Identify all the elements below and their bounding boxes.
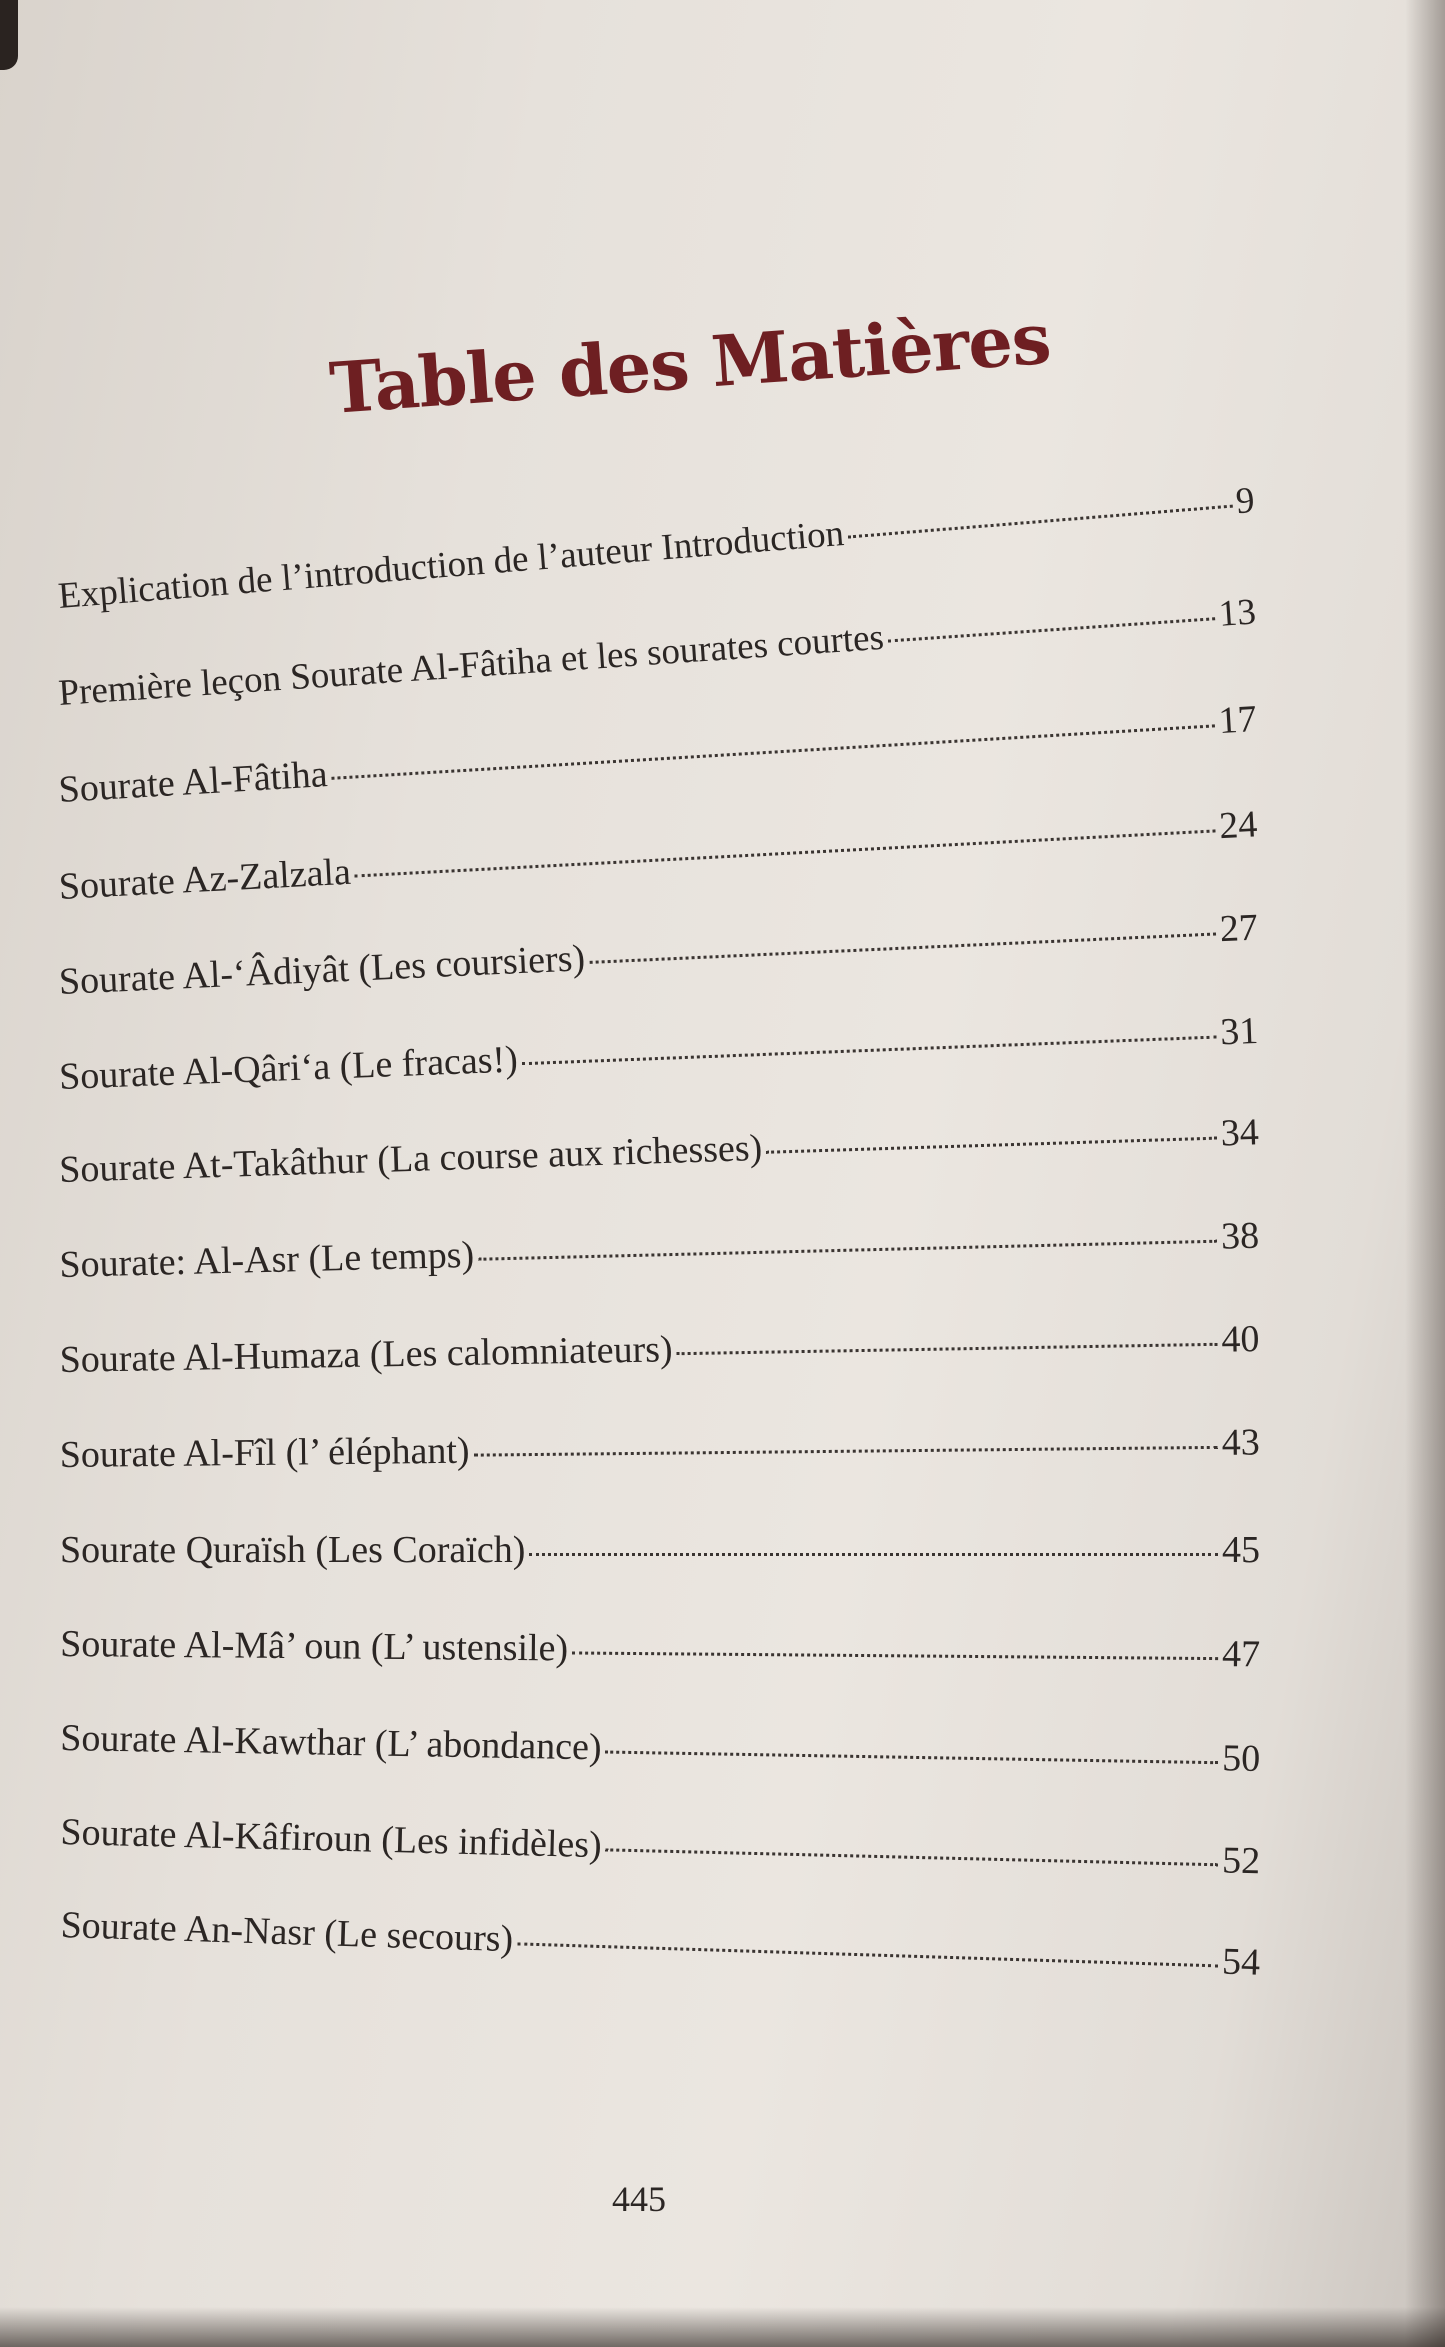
toc-entry-label: Sourate Al-Qâri‘a (Le fracas!) [58, 1038, 519, 1099]
dot-leader [848, 505, 1232, 539]
toc-entry-label: Sourate Quraïsh (Les Coraïch) [60, 1529, 526, 1571]
dot-leader [478, 1240, 1217, 1261]
toc-entry [59, 1317, 1260, 1382]
toc-entry [60, 1810, 1261, 1883]
toc-entry-page: 17 [1217, 697, 1258, 743]
toc-entry-page: 47 [1221, 1633, 1261, 1676]
dot-leader [766, 1137, 1217, 1154]
toc-entry-page: 34 [1220, 1111, 1260, 1155]
toc-entry-label: Sourate Al-Kâfiroun (Les infidèles) [60, 1811, 603, 1867]
toc-entry-label: Sourate An-Nasr (Le secours) [60, 1904, 514, 1961]
toc-entry [60, 1716, 1261, 1781]
toc-entry [57, 479, 1257, 618]
dot-leader [677, 1343, 1218, 1355]
toc-entry [59, 1110, 1260, 1192]
toc-entry-page: 43 [1221, 1421, 1260, 1464]
dot-leader [606, 1848, 1219, 1866]
toc-entry [60, 1903, 1261, 1985]
toc-entry-page: 9 [1234, 479, 1257, 523]
toc-entry-label: Sourate Al-Kawthar (L’ abondance) [60, 1717, 602, 1769]
page-edge-shadow [1405, 0, 1445, 2347]
dot-leader [517, 1942, 1218, 1967]
toc-entry-page: 38 [1220, 1214, 1260, 1258]
toc-entry-label: Sourate Al-Fâtiha [57, 753, 329, 812]
page-number: 445 [612, 2179, 666, 2219]
page-corner-shadow [0, 0, 18, 70]
toc-entry-page: 52 [1221, 1839, 1261, 1883]
page-title: Table des Matières [327, 296, 1053, 430]
toc-entry-label: Explication de l’introduction de l’auteur Introduction [56, 512, 846, 618]
toc-entry [59, 1214, 1260, 1287]
dot-leader [529, 1553, 1218, 1556]
dot-leader [605, 1751, 1218, 1765]
toc-entry-label: Sourate Al-Mâ’ oun (L’ ustensile) [60, 1623, 569, 1670]
toc-entry-page: 50 [1221, 1737, 1261, 1780]
toc-entry-label: Sourate Al-Humaza (Les calomniateurs) [59, 1328, 673, 1382]
toc-entry [58, 906, 1259, 1004]
dot-leader [332, 724, 1215, 779]
toc-entry-label: Sourate: Al-Asr (Le temps) [58, 1233, 475, 1287]
toc-entry [60, 1420, 1260, 1477]
dot-leader [888, 617, 1215, 642]
toc-entry-page: 45 [1222, 1529, 1260, 1571]
dot-leader [572, 1651, 1218, 1660]
dot-leader [355, 829, 1216, 877]
toc-entry-page: 27 [1218, 906, 1259, 951]
toc-entry-page: 54 [1221, 1940, 1261, 1984]
toc-entry-page: 31 [1219, 1009, 1260, 1054]
toc-entry-label: Sourate Al-‘Âdiyât (Les coursiers) [58, 937, 586, 1004]
toc-entry [58, 1009, 1259, 1099]
dot-leader [522, 1036, 1217, 1066]
toc-entry-label: Première leçon Sourate Al-Fâtiha et les sourates courtes [57, 616, 886, 715]
toc-entry-page: 40 [1221, 1318, 1260, 1361]
toc-entry-label: Sourate Al-Fîl (l’ éléphant) [59, 1429, 470, 1476]
toc-entry [60, 1622, 1260, 1676]
page-bottom-shadow [0, 2307, 1445, 2347]
dot-leader [474, 1446, 1218, 1457]
dot-leader [589, 932, 1216, 963]
toc-entry-label: Sourate Az-Zalzala [57, 850, 352, 909]
toc-entry [58, 802, 1259, 909]
toc-entry [60, 1528, 1260, 1572]
toc-entry-page: 24 [1218, 803, 1259, 848]
toc-entry-page: 13 [1217, 591, 1258, 635]
toc-entry [57, 697, 1257, 812]
toc-entry [57, 590, 1257, 715]
toc-entry-label: Sourate At-Takâthur (La course aux richesses) [58, 1126, 763, 1192]
